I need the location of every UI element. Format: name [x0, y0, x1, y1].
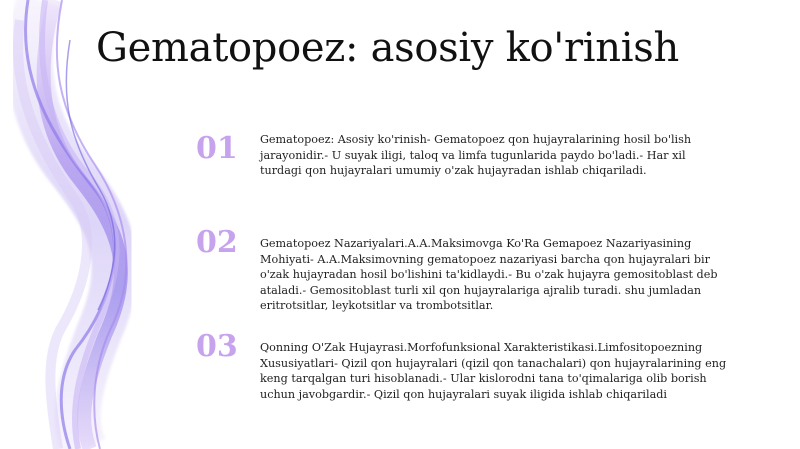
item-number: 01	[196, 131, 238, 166]
slide-title: Gematopoez: asosiy ko'rinish	[96, 25, 679, 71]
item-text: Qonning O'Zak Hujayrasi.Morfofunksional Xarakteristikasi.Limfositopoezning Xususiyatlari- Qizil qon hujayralari (qizil qon tanachalari) qon hujayralarining eng keng tarqalgan turi hisoblanadi.- Ular kislorodni tana to'qimalariga olib borish uchun javobgardir.- Qizil qon hujayralari suyak iligida ishlab chiqariladi	[260, 341, 727, 401]
item-number: 03	[196, 329, 238, 364]
item-text: Gematopoez Nazariyalari.A.A.Maksimovga Ko'Ra Gemapoez Nazariyasining Mohiyati- A.A.Maksimovning gematopoez nazariyasi barcha qon hujayralari bir o'zak hujayradan hosil bo'lishini ta'kidlaydi.- Bu o'zak hujayra gemositoblast deb ataladi.- Gemositoblast turli xil qon hujayralariga ajralib turadi. shu jumladan eritrotsitlar, leykotsitlar va trombotsitlar.	[260, 237, 718, 313]
item-text: Gematopoez: Asosiy ko'rinish- Gematopoez qon hujayralarining hosil bo'lish jarayonidir.- U suyak iligi, taloq va limfa tugunlarida paydo bo'ladi.- Har xil turdagi qon hujayralari umumiy o'zak hujayradan ishlab chiqariladi.	[260, 133, 692, 178]
item-number: 02	[196, 225, 238, 260]
